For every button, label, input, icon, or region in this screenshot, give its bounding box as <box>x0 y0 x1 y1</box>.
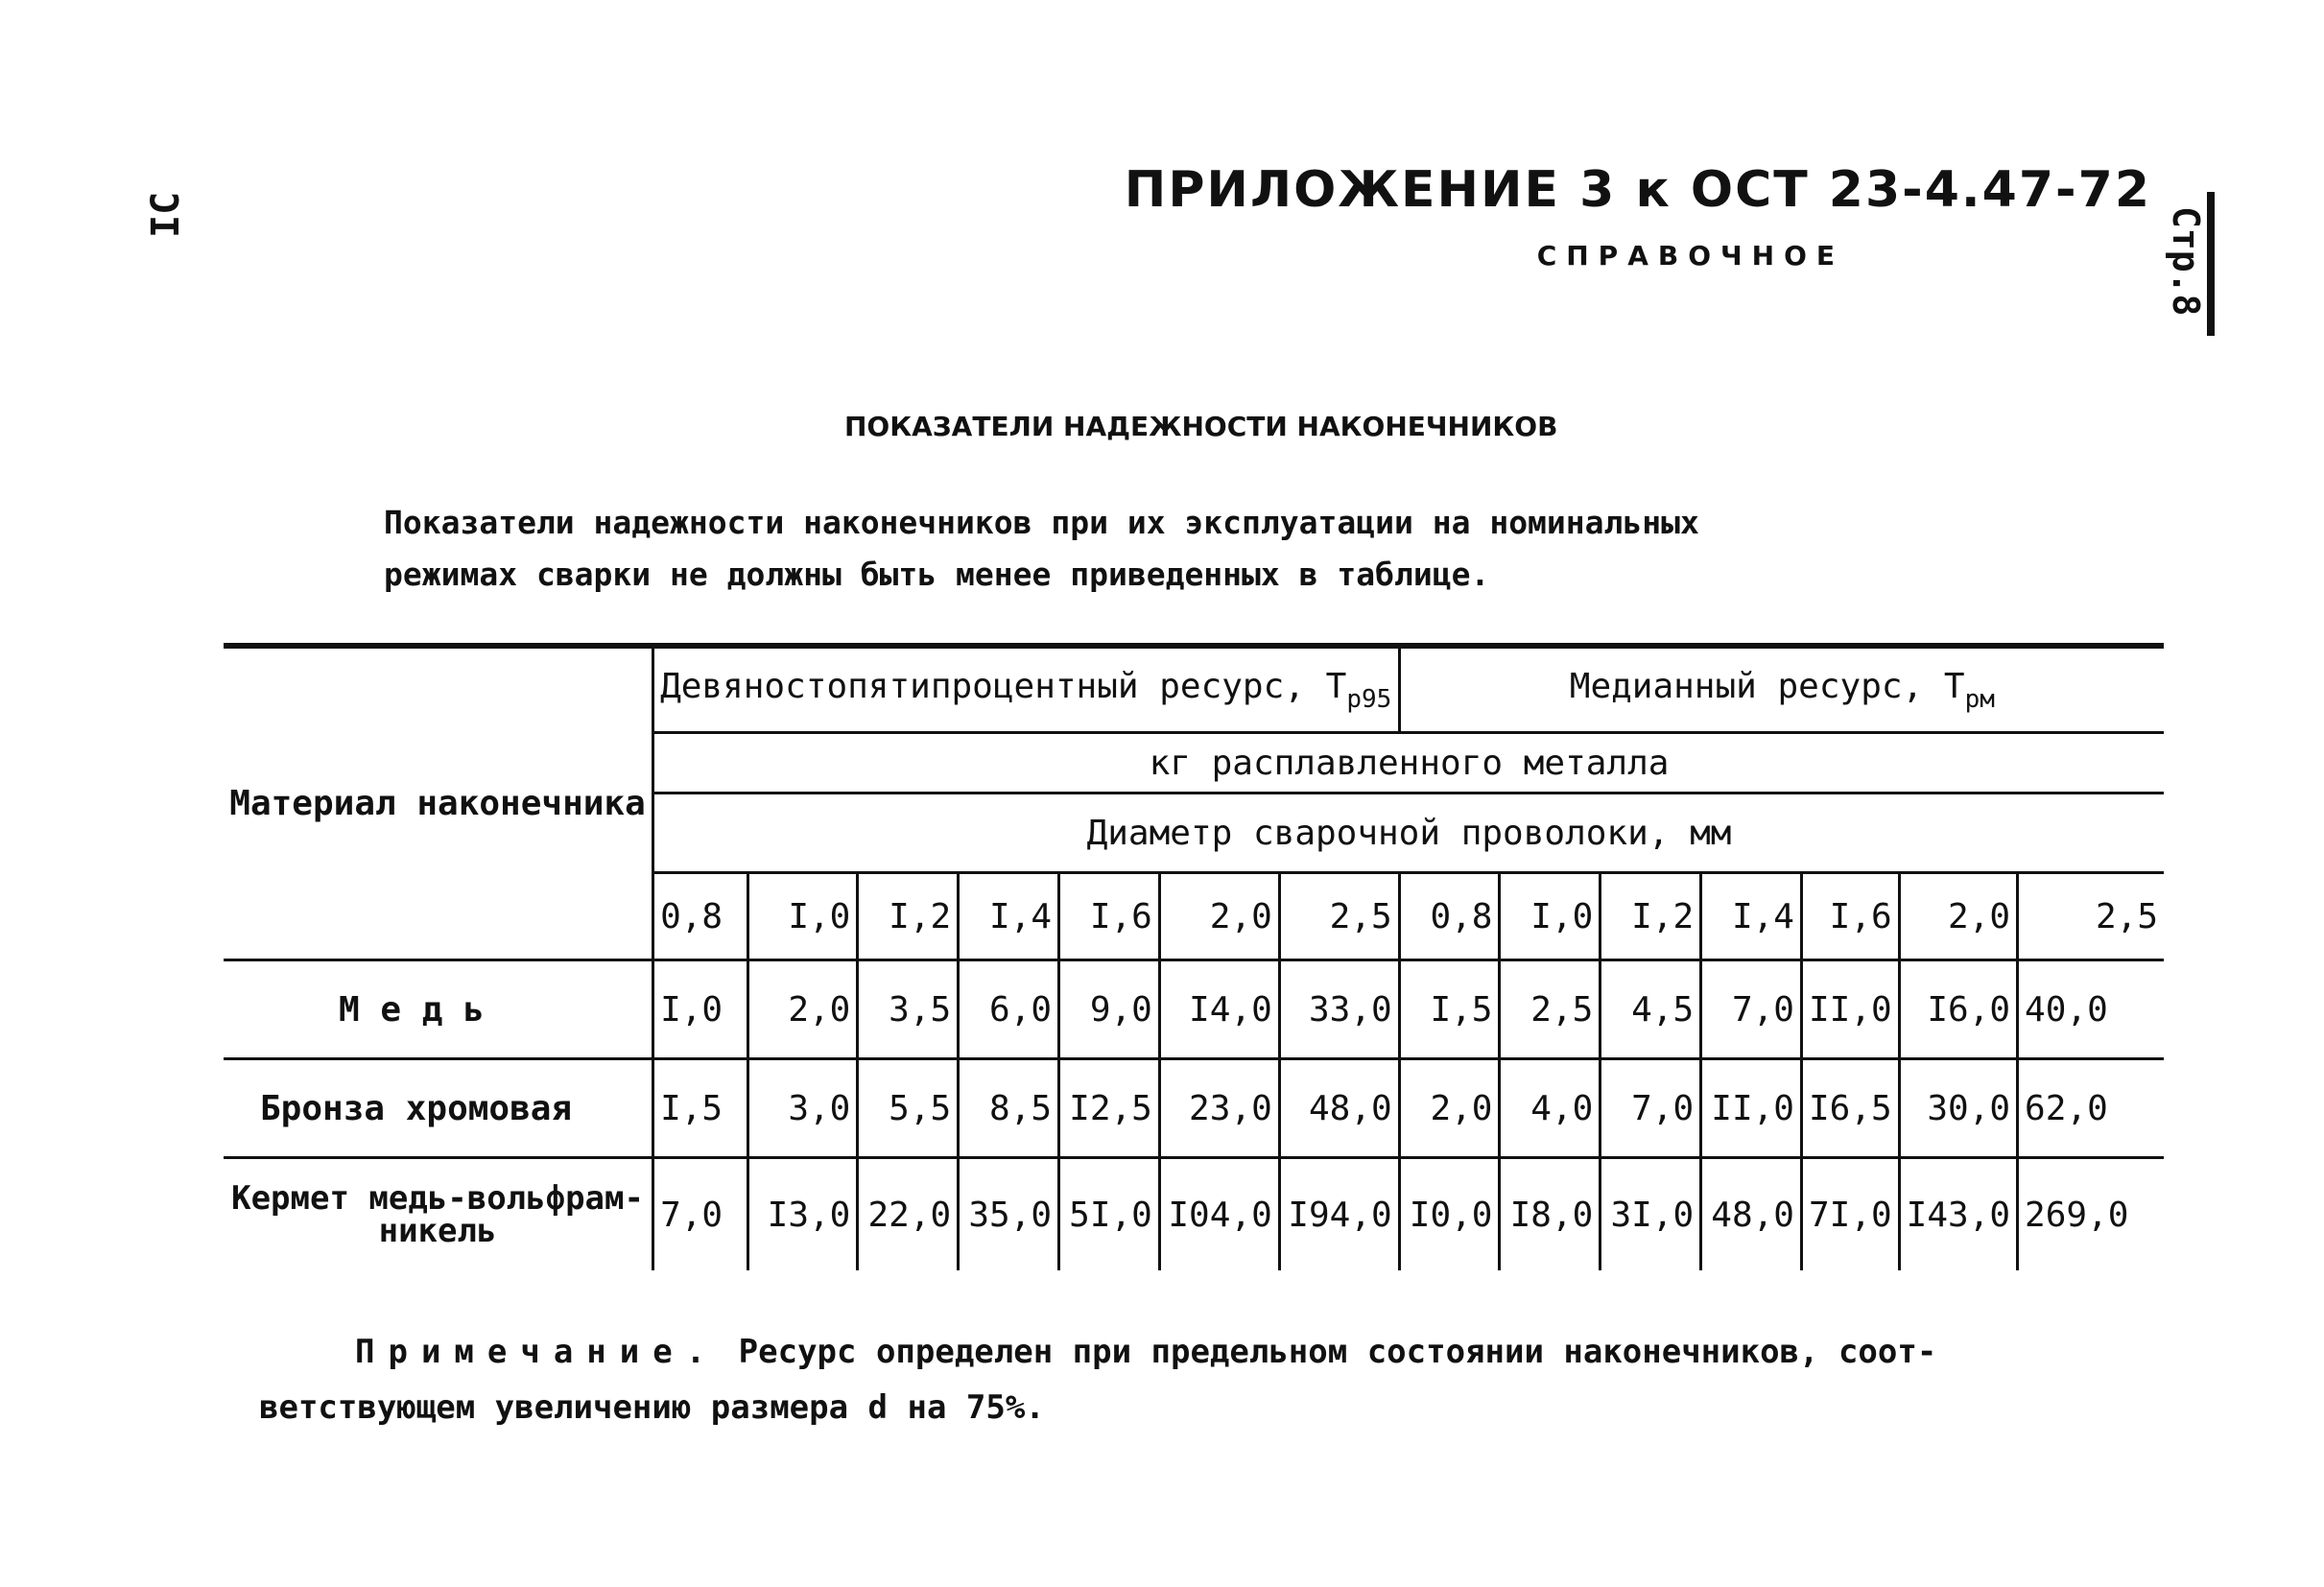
value-cell: 7I,0 <box>1801 1158 1899 1271</box>
group-p95-subscript: р95 <box>1346 684 1392 714</box>
value-cell: 3I,0 <box>1601 1158 1701 1271</box>
value-cell: I,5 <box>653 1059 748 1158</box>
value-cell: II,0 <box>1701 1059 1802 1158</box>
value-cell: 2,0 <box>748 960 858 1059</box>
material-column-header: Материал наконечника <box>224 646 653 960</box>
diameter-cell: I,0 <box>1500 873 1601 960</box>
diameter-cell: 2,5 <box>1279 873 1399 960</box>
page-number-bar <box>2207 192 2215 336</box>
material-name: М е д ь <box>224 960 653 1059</box>
value-cell: 7,0 <box>653 1158 748 1271</box>
value-cell: I8,0 <box>1500 1158 1601 1271</box>
appendix-heading: ПРИЛОЖЕНИЕ 3 к ОСТ 23-4.47-72 <box>1124 161 2151 219</box>
value-cell: I04,0 <box>1159 1158 1279 1271</box>
value-cell: I3,0 <box>748 1158 858 1271</box>
diameter-cell: I,4 <box>1701 873 1802 960</box>
value-cell: 22,0 <box>858 1158 959 1271</box>
note-line-1: Ресурс определен при предельном состоянии наконечников, соот- <box>738 1333 1937 1371</box>
diameter-cell: I,6 <box>1059 873 1160 960</box>
value-cell: 23,0 <box>1159 1059 1279 1158</box>
value-cell: 2,5 <box>1500 960 1601 1059</box>
value-cell: I6,5 <box>1801 1059 1899 1158</box>
note-line-2: ветствующем увеличению размера d на 75%. <box>259 1388 1045 1427</box>
value-cell: 8,5 <box>959 1059 1059 1158</box>
value-cell: 33,0 <box>1279 960 1399 1059</box>
value-cell: I6,0 <box>1899 960 2017 1059</box>
intro-line-1: Показатели надежности наконечников при их эксплуатации на номинальных <box>384 504 1699 541</box>
value-cell: 9,0 <box>1059 960 1160 1059</box>
page-number: Стр.8 <box>2165 206 2207 317</box>
value-cell: 30,0 <box>1899 1059 2017 1158</box>
value-cell: I,5 <box>1399 960 1500 1059</box>
value-cell: I,0 <box>653 960 748 1059</box>
value-cell: 2,0 <box>1399 1059 1500 1158</box>
diameter-cell: 0,8 <box>1399 873 1500 960</box>
material-name: Бронза хромовая <box>224 1059 653 1158</box>
value-cell: 7,0 <box>1701 960 1802 1059</box>
value-cell: 5,5 <box>858 1059 959 1158</box>
diameter-cell: 2,5 <box>2018 873 2164 960</box>
margin-mark: IC <box>144 191 188 238</box>
diameter-cell: 2,0 <box>1159 873 1279 960</box>
value-cell: 40,0 <box>2018 960 2164 1059</box>
table-row <box>224 960 2164 1059</box>
value-cell: I2,5 <box>1059 1059 1160 1158</box>
diameter-cell: I,2 <box>858 873 959 960</box>
reference-label: СПРАВОЧНОЕ <box>1536 240 1844 272</box>
diameter-cell: I,0 <box>748 873 858 960</box>
value-cell: I94,0 <box>1279 1158 1399 1271</box>
value-cell: 4,0 <box>1500 1059 1601 1158</box>
unit-row: кг расплавленного металла <box>653 733 2164 794</box>
value-cell: 48,0 <box>1701 1158 1802 1271</box>
diameter-cell: 0,8 <box>653 873 748 960</box>
diameter-cell: 2,0 <box>1899 873 2017 960</box>
group-header-median <box>1399 646 2164 733</box>
value-cell: II,0 <box>1801 960 1899 1059</box>
note-prefix: Примечание. <box>355 1333 720 1371</box>
material-name: Кермет медь-вольфрам-никель <box>224 1158 653 1271</box>
group-header-p95 <box>653 646 1400 733</box>
value-cell: 3,5 <box>858 960 959 1059</box>
intro-line-2: режимах сварки не должны быть менее приведенных в таблице. <box>384 556 1490 593</box>
diameter-row: Диаметр сварочной проволоки, мм <box>653 794 2164 873</box>
group-median-label: Медианный ресурс, T <box>1569 666 1965 706</box>
value-cell: 35,0 <box>959 1158 1059 1271</box>
value-cell: 62,0 <box>2018 1059 2164 1158</box>
value-cell: I4,0 <box>1159 960 1279 1059</box>
value-cell: 269,0 <box>2018 1158 2164 1271</box>
value-cell: 48,0 <box>1279 1059 1399 1158</box>
value-cell: 5I,0 <box>1059 1158 1160 1271</box>
value-cell: 3,0 <box>748 1059 858 1158</box>
diameter-cell: I,2 <box>1601 873 1701 960</box>
value-cell: 6,0 <box>959 960 1059 1059</box>
reliability-table <box>224 643 2164 1270</box>
group-median-subscript: рм <box>1964 684 1995 714</box>
value-cell: 4,5 <box>1601 960 1701 1059</box>
diameter-cell: I,6 <box>1801 873 1899 960</box>
value-cell: I0,0 <box>1399 1158 1500 1271</box>
diameter-cell: I,4 <box>959 873 1059 960</box>
value-cell: 7,0 <box>1601 1059 1701 1158</box>
table-row <box>224 1059 2164 1158</box>
intro-paragraph <box>384 497 2015 601</box>
group-p95-label: Девяностопятипроцентный ресурс, T <box>660 666 1347 706</box>
value-cell: I43,0 <box>1899 1158 2017 1271</box>
footnote <box>259 1324 2082 1435</box>
table-row <box>224 1158 2164 1271</box>
page-title: ПОКАЗАТЕЛИ НАДЕЖНОСТИ НАКОНЕЧНИКОВ <box>844 411 1558 442</box>
